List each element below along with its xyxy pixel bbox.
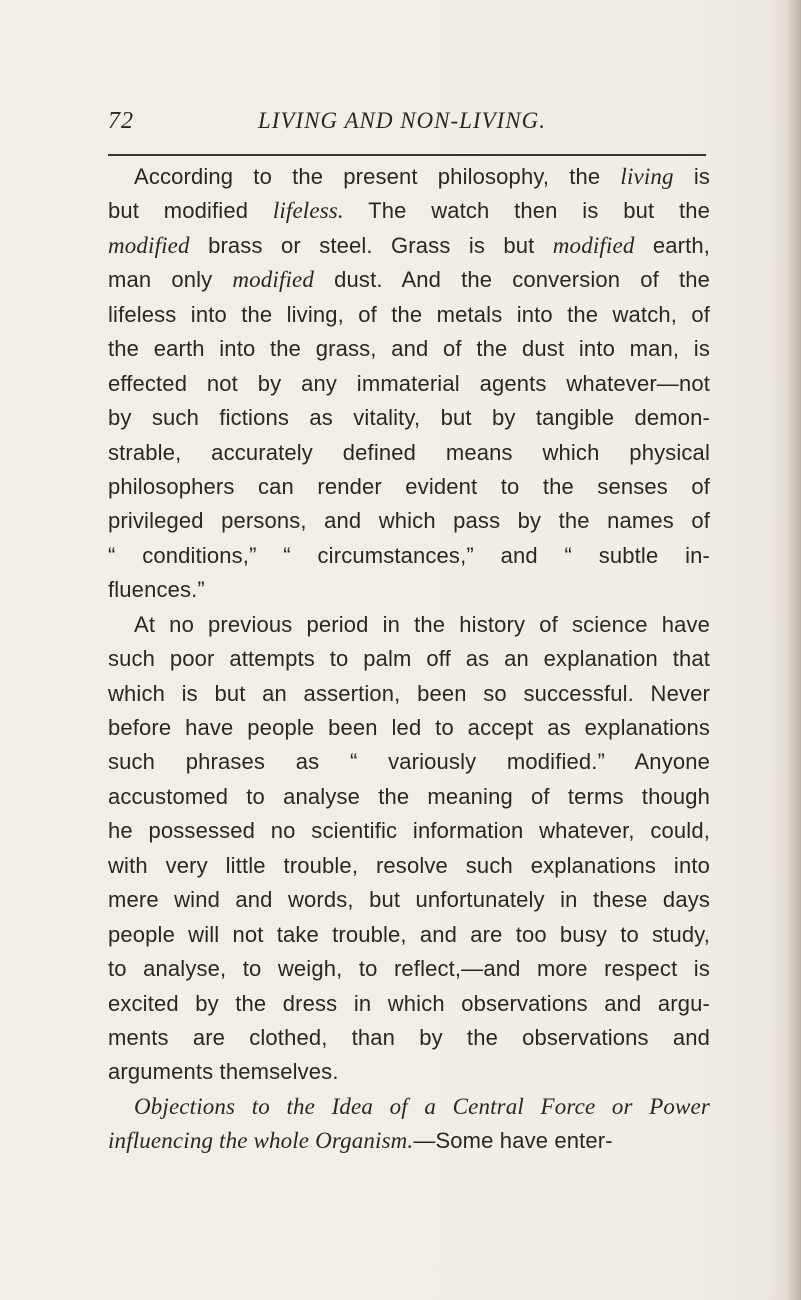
text-line (108, 401, 710, 435)
text-line (108, 298, 710, 332)
page-edge-shadow (787, 0, 801, 1300)
text-segment: brass or steel. Grass is but (189, 232, 553, 258)
text-line (108, 573, 710, 607)
text-segment: people will not take trouble, and are too busy to study, (108, 921, 710, 947)
text-line (108, 952, 710, 986)
text-segment: mere wind and words, but unfortunately in these days (108, 887, 710, 913)
text-line (108, 642, 710, 676)
text-segment: excited by the dress in which observations and argu- (108, 990, 710, 1016)
text-segment: he possessed no scientific information whatever, could, (108, 818, 710, 844)
text-line (108, 470, 710, 504)
text-line (108, 1090, 710, 1124)
text-line (108, 332, 710, 366)
italic-text: modified (108, 232, 190, 258)
text-segment: to analyse, to weigh, to reflect,—and more respect is (108, 956, 710, 982)
text-segment: privileged persons, and which pass by the names of (108, 508, 710, 534)
text-line (108, 263, 710, 297)
text-line (108, 677, 710, 711)
text-line (108, 367, 710, 401)
running-title: LIVING AND NON-LIVING. (258, 108, 547, 133)
header-rule (108, 154, 706, 156)
text-segment: —Some have enter- (413, 1128, 613, 1154)
text-line (108, 194, 710, 228)
running-head (108, 108, 708, 142)
italic-text: Objections to the Idea of a Central Force or Power (134, 1093, 710, 1119)
text-segment: lifeless into the living, of the metals into the watch, of (108, 301, 710, 327)
text-segment: such phrases as “ variously modified.” Anyone (108, 749, 710, 775)
page-number: 72 (108, 108, 134, 134)
text-line (108, 883, 710, 917)
text-segment: According to the present philosophy, the (134, 164, 621, 189)
text-line (108, 436, 710, 470)
text-segment: effected not by any immaterial agents whatever—not (108, 370, 710, 396)
text-line (108, 780, 710, 814)
text-line (108, 504, 710, 538)
text-line (108, 711, 710, 745)
text-line (108, 539, 710, 573)
text-segment: ments are clothed, than by the observations and (108, 1024, 710, 1050)
text-segment: “ conditions,” “ circumstances,” and “ subtle in- (108, 542, 710, 568)
text-line (108, 608, 710, 642)
text-segment: strable, accurately defined means which physical (108, 439, 710, 465)
text-segment: before have people been led to accept as explanations (108, 715, 710, 740)
text-line (108, 918, 710, 952)
italic-text: modified (232, 267, 315, 293)
text-line (108, 745, 710, 779)
text-segment: The watch then is but the (343, 198, 710, 224)
text-line (108, 849, 710, 883)
text-segment: accustomed to analyse the meaning of terms though (108, 783, 710, 809)
text-segment: but modified (108, 198, 273, 224)
text-line (108, 229, 710, 263)
italic-text: influencing the whole Organism. (108, 1128, 414, 1154)
text-segment: At no previous period in the history of science have (134, 611, 710, 637)
italic-text: living (620, 164, 674, 189)
text-segment: man only (108, 267, 233, 293)
text-segment: the earth into the grass, and of the dust into man, is (108, 336, 710, 362)
text-line (108, 1124, 710, 1158)
text-segment: by such fictions as vitality, but by tangible demon- (108, 405, 710, 431)
text-segment: which is but an assertion, been so successful. Never (108, 680, 710, 706)
body-text (108, 160, 710, 1159)
text-segment: is (673, 164, 711, 189)
italic-text: lifeless. (272, 198, 344, 224)
text-segment: arguments themselves. (108, 1059, 339, 1085)
text-segment: with very little trouble, resolve such explanations into (108, 852, 710, 878)
text-segment: dust. And the conversion of the (314, 267, 710, 293)
text-segment: philosophers can render evident to the senses of (108, 473, 710, 499)
text-line (108, 1055, 710, 1089)
text-segment: fluences.” (108, 577, 205, 603)
italic-text: modified (552, 232, 635, 258)
text-segment: earth, (634, 232, 711, 258)
text-line (108, 987, 710, 1021)
text-line (108, 814, 710, 848)
text-line (108, 160, 710, 194)
text-line (108, 1021, 710, 1055)
text-segment: such poor attempts to palm off as an explanation that (108, 646, 710, 672)
